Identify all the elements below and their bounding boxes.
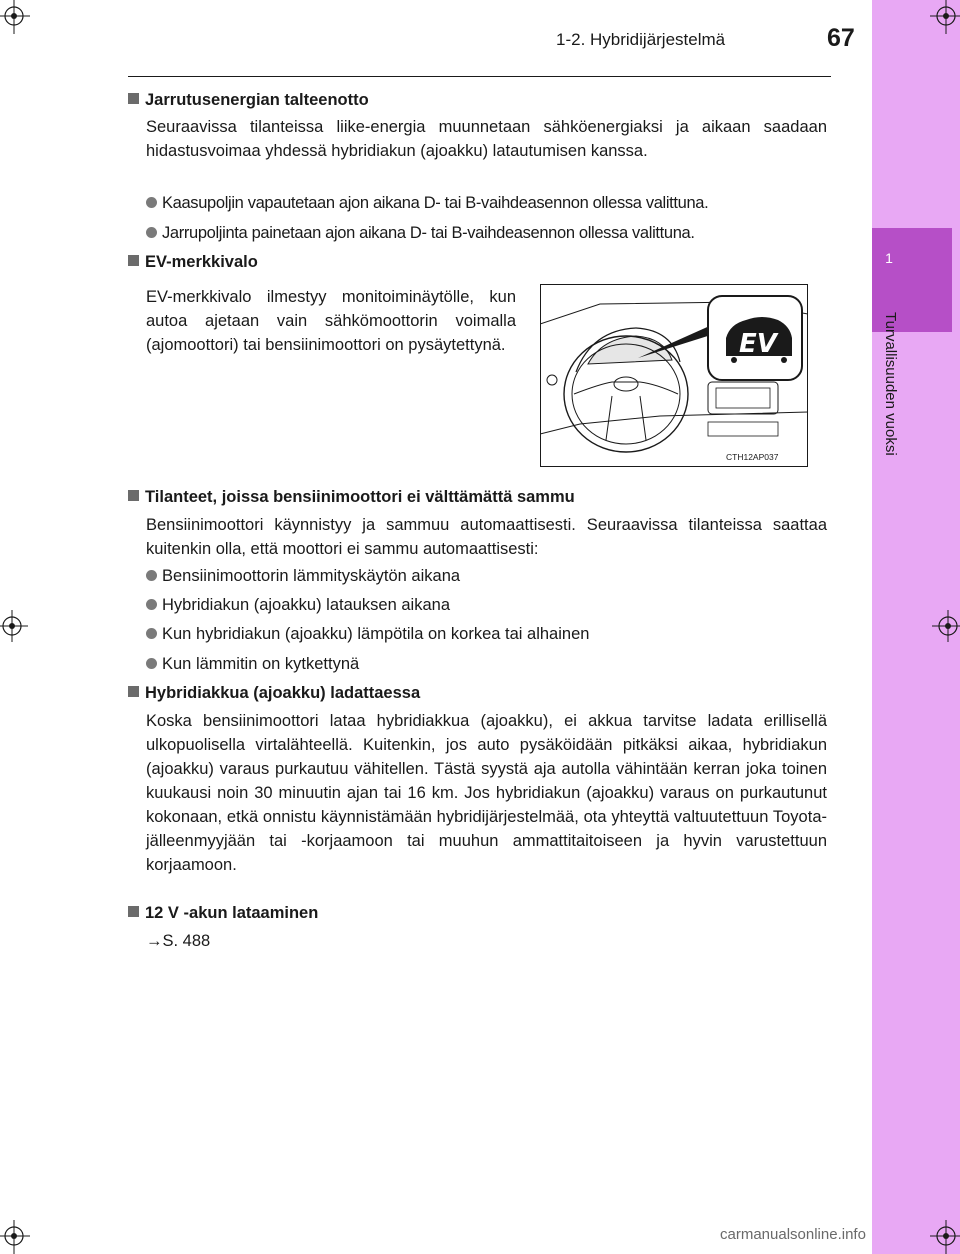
bullet-item: Kaasupoljin vapautetaan ajon aikana D- tai B-vaihdeasennon ollessa valittuna.: [146, 194, 836, 213]
section-heading-regen: Jarrutusenergian talteenotto: [128, 91, 369, 110]
illustration-caption: CTH12AP037: [726, 452, 779, 462]
square-bullet-icon: [128, 686, 139, 697]
circle-bullet-icon: [146, 658, 157, 669]
bullet-item: Kun lämmitin on kytkettynä: [146, 655, 836, 674]
section-body-charging: Koska bensiinimoottori lataa hybridiakkua (ajoakku), ei akkua tarvitse ladata erillisellä ulkopuolisella virtalähteellä. Kuitenkin, jos auto pysäköidään pitkäksi aikaa, hybridiakun (ajoakku) varaus purkautuu vähitellen. Tästä syystä aja autolla vähintään kerran joka toinen kuukausi noin 30 minuutin ajan tai 16 km. Jos hybridiakun (ajoakku) varaus on purkautunut kokonaan, etkä onnistu käynnistämään hybridijärjestelmää, ota yhteyttä valtuutettuun Toyota-jälleenmyyjään tai -korjaamoon tai muuhun ammattitaitoiseen ja hyvin varustettuun korjaamoon.: [146, 712, 827, 874]
ev-label: EV: [739, 329, 777, 359]
square-bullet-icon: [128, 906, 139, 917]
crop-mark-icon: [0, 0, 40, 40]
square-bullet-icon: [128, 93, 139, 104]
circle-bullet-icon: [146, 628, 157, 639]
page-reference-link[interactable]: →S. 488: [146, 932, 211, 950]
bullet-item: Kun hybridiakun (ajoakku) lämpötila on korkea tai alhainen: [146, 625, 836, 644]
section-heading-engine: Tilanteet, joissa bensiinimoottori ei välttämättä sammu: [128, 488, 575, 507]
crop-mark-icon: [0, 1214, 40, 1254]
circle-bullet-icon: [146, 599, 157, 610]
circle-bullet-icon: [146, 570, 157, 581]
circle-bullet-icon: [146, 197, 157, 208]
bullet-item: Bensiinimoottorin lämmityskäytön aikana: [146, 567, 836, 586]
section-body-engine: Bensiinimoottori käynnistyy ja sammuu automaattisesti. Seuraavissa tilanteissa saattaa kuitenkin olla, että moottori ei sammu automaattisesti:: [146, 516, 827, 558]
crop-mark-icon: [930, 606, 960, 646]
section-body-ev: EV-merkkivalo ilmestyy monitoiminäytölle, kun autoa ajetaan vain sähkömoottorin voimalla (ajomoottori) tai bensiinimoottori on pysäytettynä.: [146, 288, 516, 354]
watermark: carmanualsonline.info: [720, 1226, 866, 1243]
square-bullet-icon: [128, 490, 139, 501]
chapter-number: 1: [885, 250, 893, 266]
bullet-item: Hybridiakun (ajoakku) latauksen aikana: [146, 596, 836, 615]
ev-indicator-illustration: [540, 284, 808, 467]
page-number: 67: [827, 24, 855, 52]
crop-mark-icon: [920, 0, 960, 40]
square-bullet-icon: [128, 255, 139, 266]
section-title: 1-2. Hybridijärjestelmä: [556, 30, 726, 49]
section-heading-charging: Hybridiakkua (ajoakku) ladattaessa: [128, 684, 420, 703]
section-heading-12v: 12 V -akun lataaminen: [128, 904, 318, 923]
bullet-item: Jarrupoljinta painetaan ajon aikana D- tai B-vaihdeasennon ollessa valittuna.: [146, 224, 836, 243]
circle-bullet-icon: [146, 227, 157, 238]
section-heading-ev: EV-merkkivalo: [128, 253, 258, 272]
crop-mark-icon: [920, 1214, 960, 1254]
crop-mark-icon: [0, 606, 30, 646]
header-rule: [128, 76, 831, 77]
section-body-regen: Seuraavissa tilanteissa liike-energia muunnetaan sähköenergiaksi ja aikaan saadaan hidastusvoimaa yhdessä hybridiakun (ajoakku) latautumisen kanssa.: [146, 118, 827, 160]
chapter-title: Turvallisuuden vuoksi: [882, 312, 899, 456]
